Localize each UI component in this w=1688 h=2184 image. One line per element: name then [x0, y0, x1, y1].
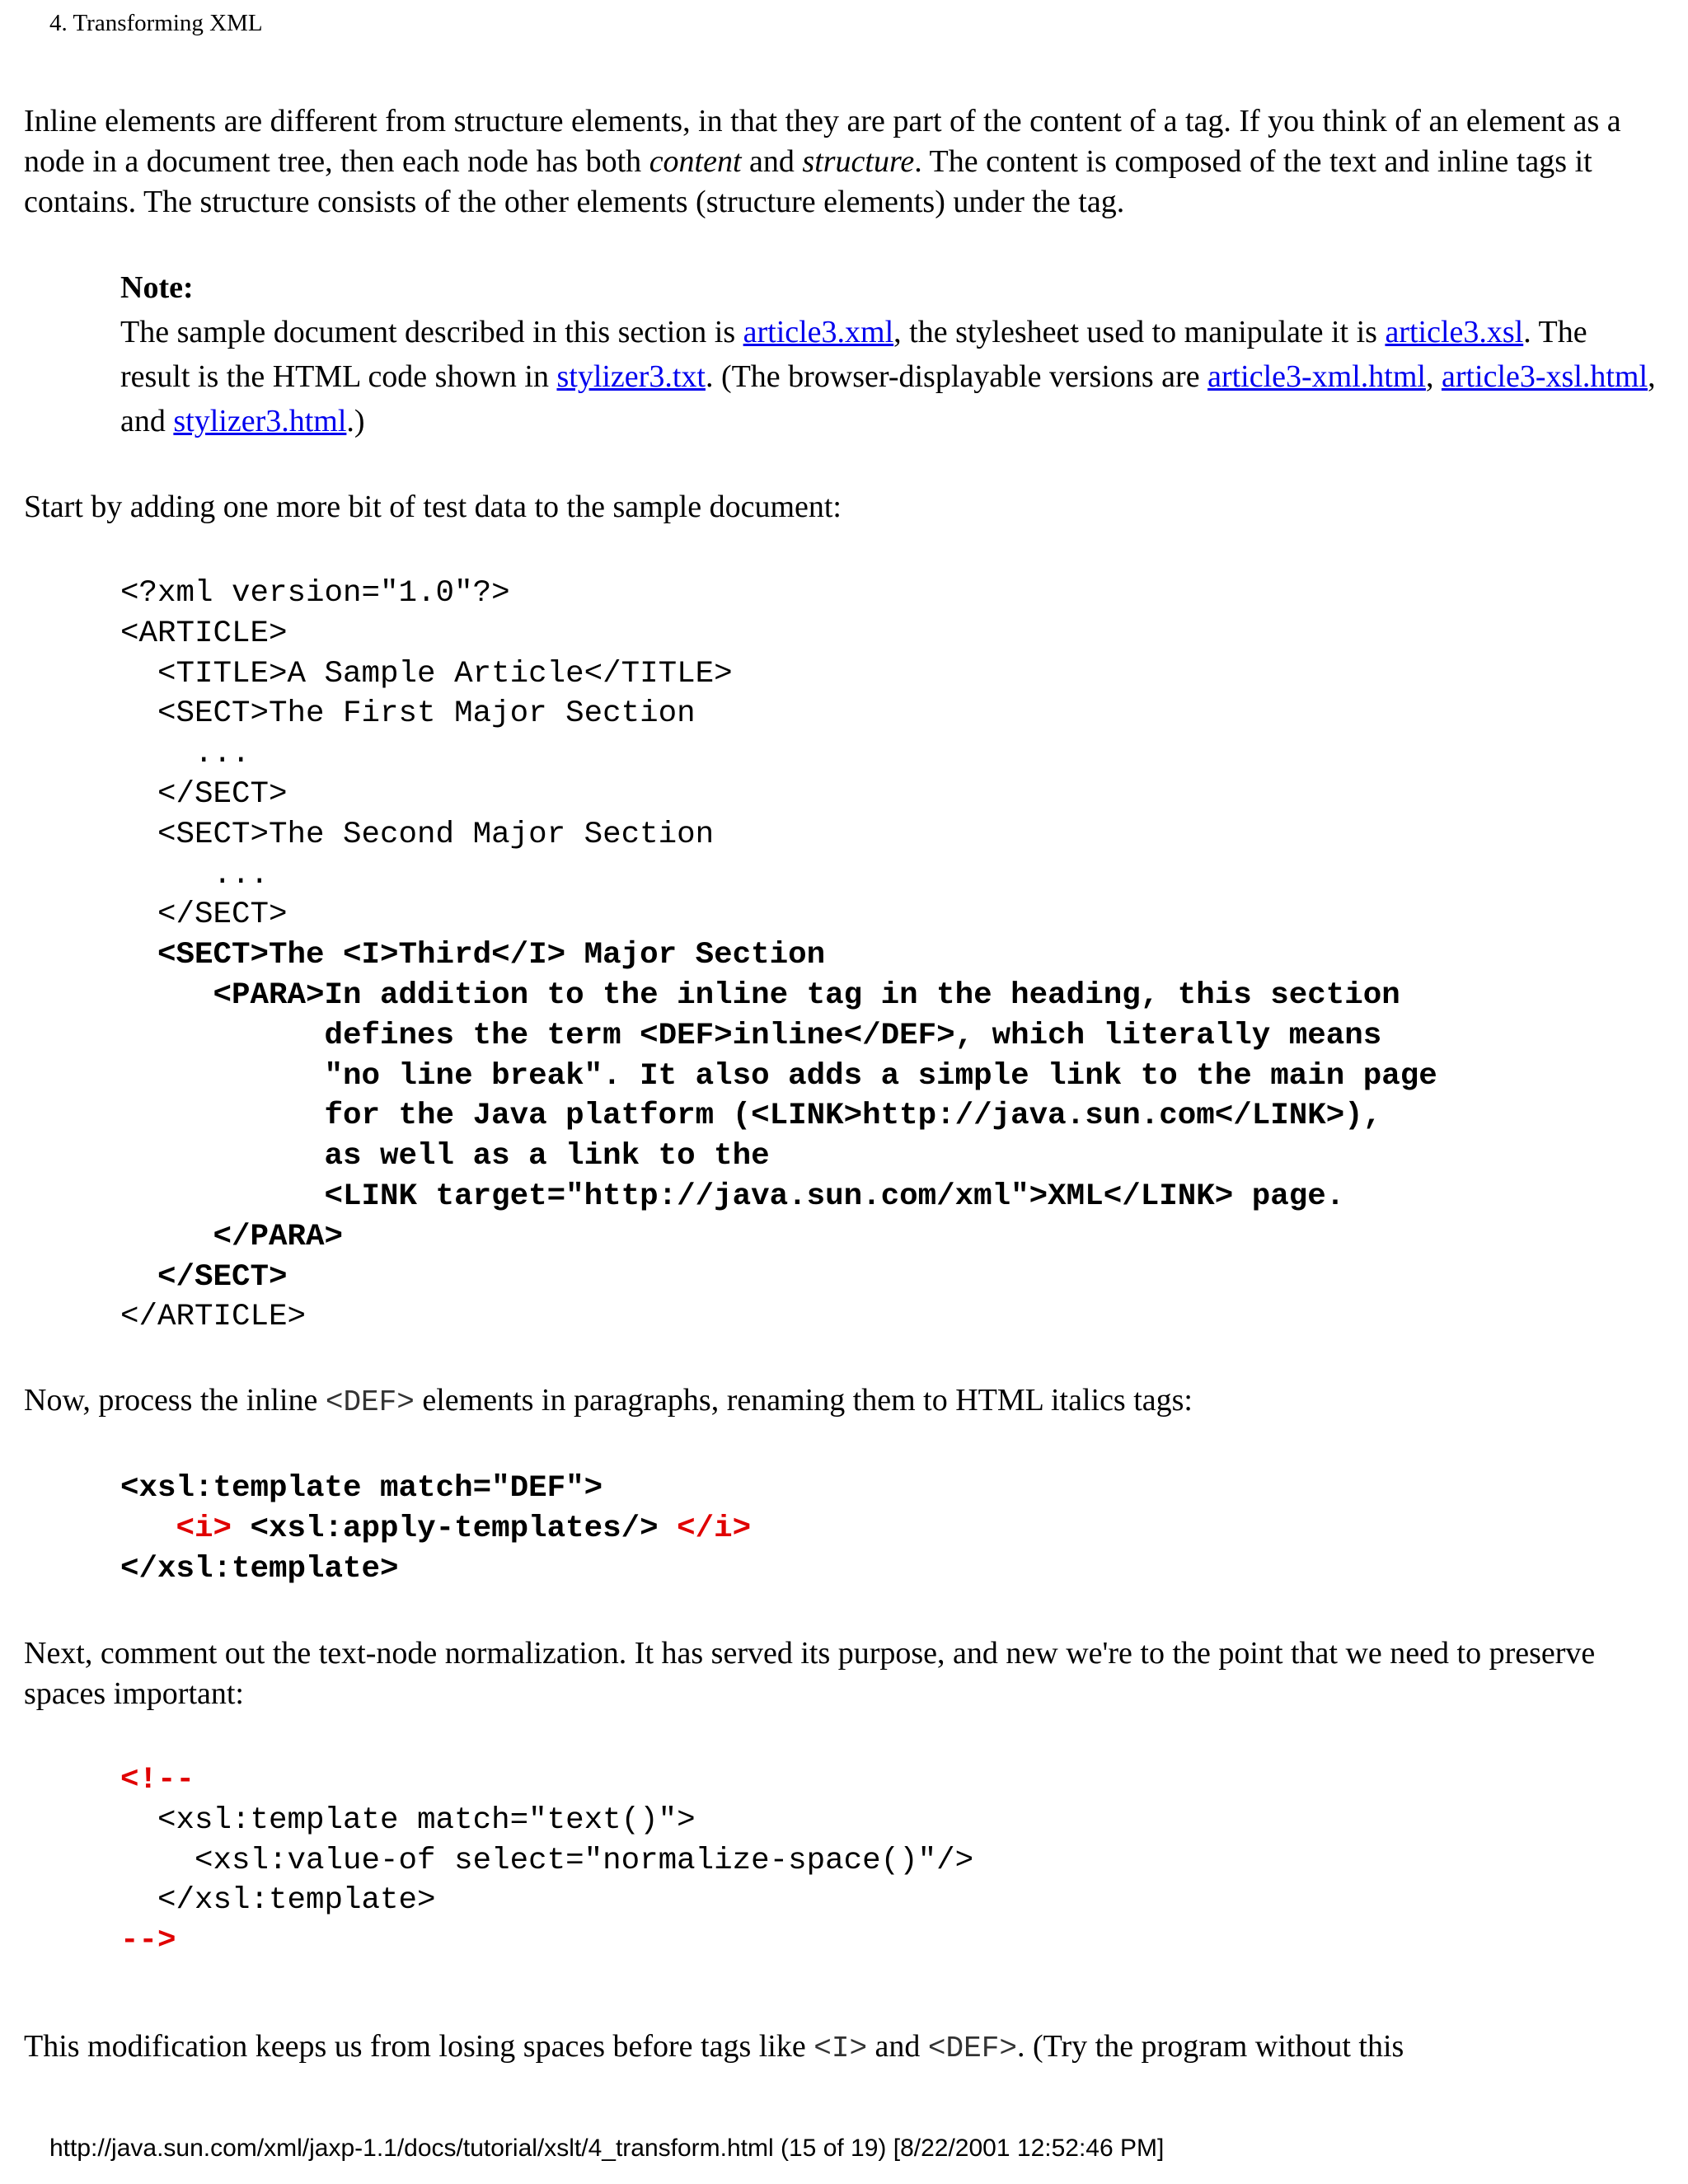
inline-code-def: <DEF> — [325, 1385, 415, 1419]
page-header: 4. Transforming XML — [49, 10, 263, 36]
code-line: <i> <xsl:apply-templates/> </i> — [176, 1511, 752, 1546]
page-footer-url: http://java.sun.com/xml/jaxp-1.1/docs/tutorial/xslt/4_transform.html (15 of 19) [8/22/2001 12:52:46 PM] — [49, 2135, 1165, 2162]
code-line: </SECT> — [120, 898, 288, 933]
code-line: <xsl:value-of select="normalize-space()"/> — [120, 1843, 974, 1878]
italic-close-tag: </i> — [677, 1511, 752, 1546]
code-line-highlight: "no line break". It also adds a simple link to the main page — [120, 1058, 1437, 1094]
inline-code-i: <I> — [814, 2032, 868, 2065]
code-line-highlight: for the Java platform (<LINK>http://java.sun.com</LINK>), — [120, 1099, 1382, 1134]
code-def-template — [120, 1469, 751, 1589]
code-line: <ARTICLE> — [120, 616, 288, 651]
inline-code-def: <DEF> — [927, 2032, 1017, 2065]
code-line: </xsl:template> — [120, 1883, 436, 1919]
code-line: </SECT> — [120, 776, 288, 812]
code-line: <xsl:template match="DEF"> — [120, 1471, 603, 1506]
link-article3-xml-html[interactable]: article3-xml.html — [1207, 359, 1426, 394]
link-stylizer3-html[interactable]: stylizer3.html — [173, 404, 347, 438]
code-line-highlight: <LINK target="http://java.sun.com/xml">XML</LINK> page. — [120, 1179, 1345, 1214]
note-block: Note: The sample document described in this section is article3.xml, the stylesheet used to manipulate it is article3.xsl. The result is the HTML code shown in stylizer3.txt. (The browser-displayable versions are article3-xml.html, article3-xsl.html, and stylizer3.html.) — [120, 265, 1662, 443]
next-paragraph: Next, comment out the text-node normalization. It has served its purpose, and new we're to the point that we need to preserve spaces important: — [24, 1636, 1596, 1711]
link-stylizer3-txt[interactable]: stylizer3.txt — [556, 359, 706, 394]
process-paragraph: Now, process the inline <DEF> elements in paragraphs, renaming them to HTML italics tags: — [24, 1383, 1193, 1419]
code-line-highlight: <SECT>The <I>Third</I> Major Section — [120, 938, 826, 973]
code-line: </ARTICLE> — [120, 1300, 307, 1335]
code-line-highlight: defines the term <DEF>inline</DEF>, which literally means — [120, 1018, 1382, 1053]
link-article3-xsl-html[interactable]: article3-xsl.html — [1441, 359, 1648, 394]
code-line-highlight: as well as a link to the — [120, 1139, 770, 1174]
code-line: ... — [120, 857, 270, 893]
modification-paragraph: This modification keeps us from losing spaces before tags like <I> and <DEF>. (Try the program without this — [24, 2029, 1404, 2065]
comment-open: <!-- — [120, 1763, 195, 1797]
code-line: <SECT>The Second Major Section — [120, 817, 715, 852]
italic-open-tag: <i> — [176, 1511, 232, 1546]
note-label: Note: — [120, 270, 194, 305]
code-line-highlight: <PARA>In addition to the inline tag in the heading, this section — [120, 977, 1400, 1013]
intro-paragraph: Inline elements are different from structure elements, in that they are part of the content of a tag. If you think of an element as a node in a document tree, then each node has both content and structure. The content is composed of the text and inline tags it contains. The structure consists of the other elements (structure elements) under the tag. — [24, 104, 1621, 219]
term-structure: structure — [802, 144, 915, 179]
code-line-highlight: </PARA> — [120, 1219, 344, 1254]
code-line-highlight: </SECT> — [120, 1259, 288, 1295]
code-line: <?xml version="1.0"?> — [120, 576, 510, 611]
code-line: <TITLE>A Sample Article</TITLE> — [120, 656, 733, 691]
comment-close: --> — [120, 1924, 176, 1959]
link-article3-xml[interactable]: article3.xml — [743, 315, 894, 349]
code-line: </xsl:template> — [120, 1551, 399, 1586]
code-sample-article — [120, 574, 1437, 1338]
code-line: <SECT>The First Major Section — [120, 696, 696, 732]
code-line: <xsl:template match="text()"> — [120, 1802, 696, 1838]
code-commented-template — [120, 1760, 973, 1961]
term-content: content — [649, 144, 742, 179]
start-paragraph: Start by adding one more bit of test data to the sample document: — [24, 490, 842, 524]
code-line: ... — [120, 737, 251, 772]
link-article3-xsl[interactable]: article3.xsl — [1385, 315, 1524, 349]
